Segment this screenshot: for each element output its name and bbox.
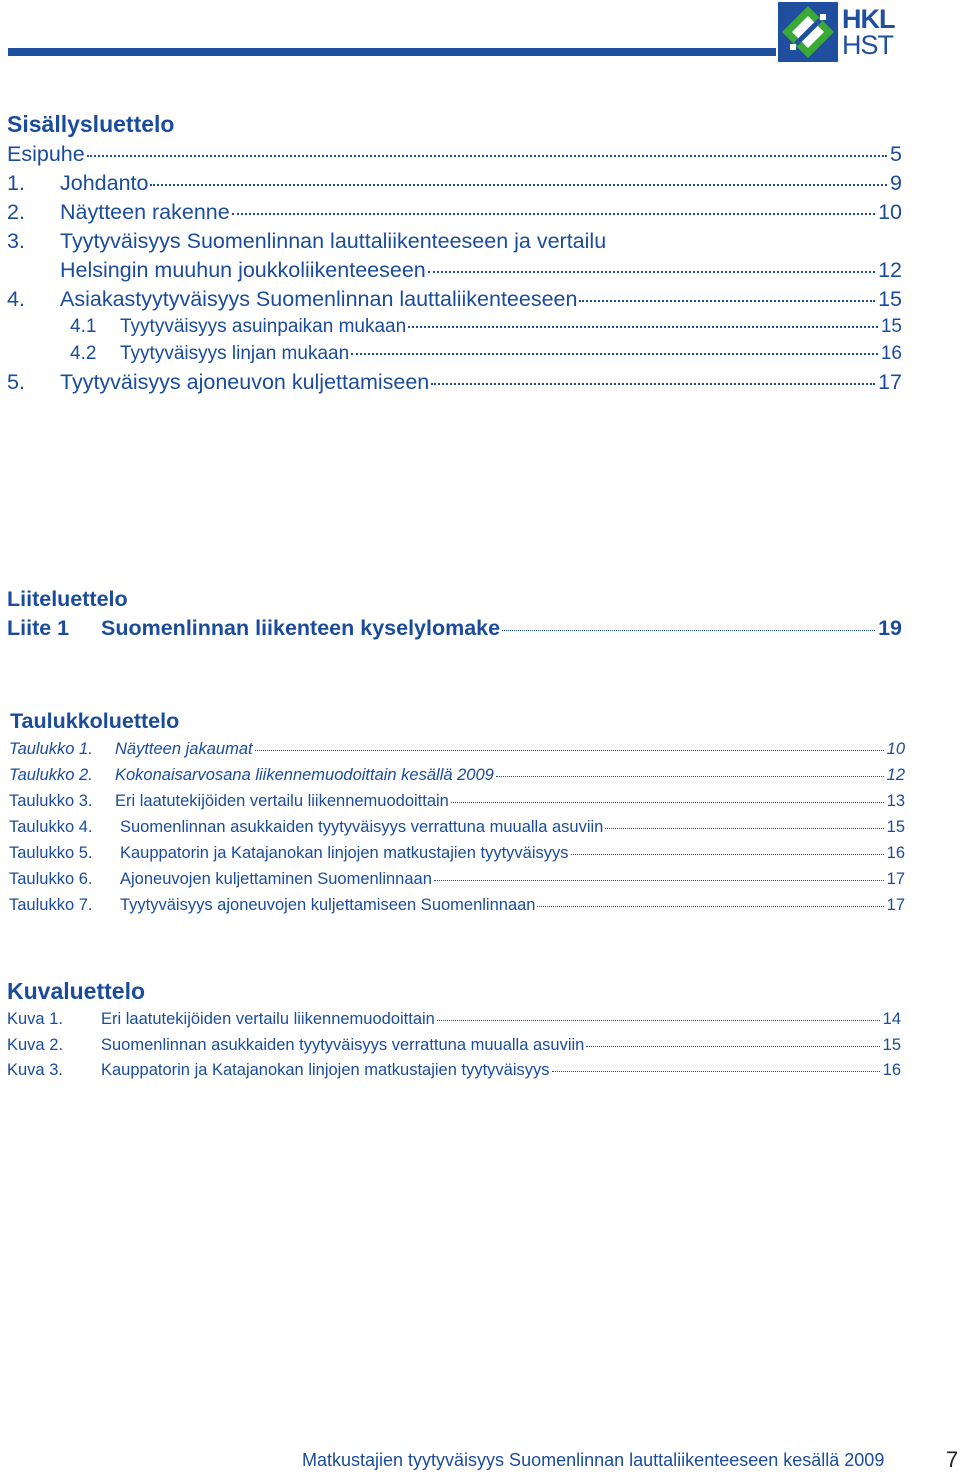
- footer-title: Matkustajien tyytyväisyys Suomenlinnan lauttaliikenteeseen kesällä 2009: [302, 1450, 885, 1470]
- table-page: 10: [886, 740, 905, 758]
- dot-leader: [434, 880, 884, 881]
- table-page: 15: [886, 818, 905, 836]
- table-entry[interactable]: [9, 870, 905, 889]
- figure-entry[interactable]: [7, 1061, 901, 1080]
- figure-entry[interactable]: [7, 1036, 901, 1055]
- toc-entry-number: 4.2: [70, 343, 97, 364]
- dot-leader: [451, 802, 884, 803]
- figure-page: 15: [882, 1036, 901, 1054]
- table-number: Taulukko 7.: [9, 896, 93, 914]
- dot-leader: [552, 1071, 880, 1072]
- table-entry[interactable]: [9, 740, 905, 759]
- toc-entry-label: Asiakastyytyväisyys Suomenlinnan lauttaliikenteeseen: [60, 287, 578, 311]
- table-number: Taulukko 6.: [9, 870, 93, 888]
- table-entry[interactable]: [9, 818, 905, 837]
- dot-leader: [408, 326, 878, 328]
- header-rule: [8, 48, 776, 56]
- table-page: 17: [886, 896, 905, 914]
- dot-leader: [579, 300, 875, 302]
- toc-entry-label: Esipuhe: [7, 142, 85, 166]
- dot-leader: [255, 750, 884, 751]
- dot-leader: [431, 383, 875, 385]
- appendix-label: Suomenlinnan liikenteen kyselylomake: [101, 616, 501, 640]
- toc-entry[interactable]: [7, 370, 902, 395]
- toc-entry-number: 3.: [7, 229, 25, 253]
- toc-entry[interactable]: [7, 287, 902, 312]
- table-number: Taulukko 4.: [9, 818, 93, 836]
- figure-number: Kuva 2.: [7, 1036, 63, 1054]
- figure-number: Kuva 1.: [7, 1010, 63, 1028]
- table-label: Eri laatutekijöiden vertailu liikennemuodoittain: [115, 792, 449, 810]
- appendix-entry[interactable]: [7, 616, 902, 641]
- table-number: Taulukko 2.: [9, 766, 93, 784]
- table-label: Tyytyväisyys ajoneuvojen kuljettamiseen Suomenlinnaan: [120, 896, 536, 914]
- toc-entry-label: Tyytyväisyys ajoneuvon kuljettamiseen: [60, 370, 430, 394]
- toc-entry-line2[interactable]: [7, 258, 902, 283]
- toc-entry-number: 2.: [7, 200, 25, 224]
- toc-entry-page: 16: [880, 343, 902, 364]
- toc-entry-page: 12: [878, 258, 902, 282]
- logo-text-bottom: HST: [842, 30, 893, 60]
- dot-leader: [605, 828, 883, 829]
- table-page: 12: [886, 766, 905, 784]
- hkl-logo-icon: [778, 2, 838, 62]
- table-page: 16: [886, 844, 905, 862]
- table-label: Näytteen jakaumat: [115, 740, 253, 758]
- dot-leader: [232, 213, 875, 215]
- toc-subentry[interactable]: [7, 343, 902, 365]
- dot-leader: [150, 184, 887, 186]
- toc-entry-number: 1.: [7, 171, 25, 195]
- figure-number: Kuva 3.: [7, 1061, 63, 1079]
- figure-page: 16: [882, 1061, 901, 1079]
- toc-entry-page: 15: [878, 287, 902, 311]
- table-number: Taulukko 3.: [9, 792, 93, 810]
- toc-entry-label: Tyytyväisyys asuinpaikan mukaan: [120, 316, 407, 337]
- appendix-number: Liite 1: [7, 616, 70, 640]
- toc-entry-page: 9: [890, 171, 902, 195]
- toc-entry-label-line1: Tyytyväisyys Suomenlinnan lauttaliikenteeseen ja vertailu: [60, 229, 607, 253]
- figure-label: Suomenlinnan asukkaiden tyytyväisyys verrattuna muualla asuviin: [101, 1036, 585, 1054]
- hkl-logo: [778, 2, 906, 62]
- toc-entry-label: Helsingin muuhun joukkoliikenteeseen: [60, 258, 426, 282]
- dot-leader: [571, 854, 884, 855]
- toc-entry[interactable]: [7, 171, 902, 196]
- dot-leader: [437, 1020, 880, 1021]
- dot-leader: [428, 271, 875, 273]
- dot-leader: [496, 776, 884, 777]
- figures-title: Kuvaluettelo: [7, 978, 146, 1004]
- logo-text-top: HKL: [842, 4, 895, 34]
- figure-page: 14: [882, 1010, 901, 1028]
- appendix-page: 19: [878, 616, 902, 640]
- toc-entry[interactable]: [7, 200, 902, 225]
- table-entry[interactable]: [9, 844, 905, 863]
- table-entry[interactable]: [9, 792, 905, 811]
- toc-entry-line1[interactable]: [7, 229, 902, 254]
- table-page: 17: [886, 870, 905, 888]
- figure-label: Kauppatorin ja Katajanokan linjojen matkustajien tyytyväisyys: [101, 1061, 550, 1079]
- toc-subentry[interactable]: [7, 316, 902, 338]
- table-label: Kauppatorin ja Katajanokan linjojen matkustajien tyytyväisyys: [120, 844, 569, 862]
- table-number: Taulukko 1.: [9, 740, 93, 758]
- table-number: Taulukko 5.: [9, 844, 93, 862]
- figure-label: Eri laatutekijöiden vertailu liikennemuodoittain: [101, 1010, 435, 1028]
- page-number: 7: [946, 1447, 959, 1472]
- toc-entry-number: 5.: [7, 370, 25, 394]
- dot-leader: [351, 353, 878, 355]
- dot-leader: [502, 630, 875, 631]
- toc-entry-page: 15: [880, 316, 902, 337]
- dot-leader: [586, 1046, 879, 1047]
- table-label: Kokonaisarvosana liikennemuodoittain kesällä 2009: [115, 766, 494, 784]
- toc-entry-page: 5: [890, 142, 902, 166]
- table-entry[interactable]: [9, 766, 905, 785]
- table-entry[interactable]: [9, 896, 905, 915]
- table-label: Suomenlinnan asukkaiden tyytyväisyys verrattuna muualla asuviin: [120, 818, 604, 836]
- toc-entry-label: Näytteen rakenne: [60, 200, 230, 224]
- toc-entry-page: 10: [878, 200, 902, 224]
- toc-entry-page: 17: [878, 370, 902, 394]
- toc-entry-label: Johdanto: [60, 171, 149, 195]
- contents-title: Sisällysluettelo: [7, 111, 175, 137]
- table-page: 13: [886, 792, 905, 810]
- toc-entry-label: Tyytyväisyys linjan mukaan: [120, 343, 350, 364]
- table-label: Ajoneuvojen kuljettaminen Suomenlinnaan: [120, 870, 432, 888]
- toc-entry[interactable]: [7, 142, 902, 167]
- toc-entry-number: 4.: [7, 287, 25, 311]
- tables-title: Taulukkoluettelo: [10, 709, 180, 733]
- appendices-title: Liiteluettelo: [7, 587, 128, 611]
- dot-leader: [537, 906, 883, 907]
- figure-entry[interactable]: [7, 1010, 901, 1029]
- toc-entry-number: 4.1: [70, 316, 97, 337]
- dot-leader: [87, 155, 887, 157]
